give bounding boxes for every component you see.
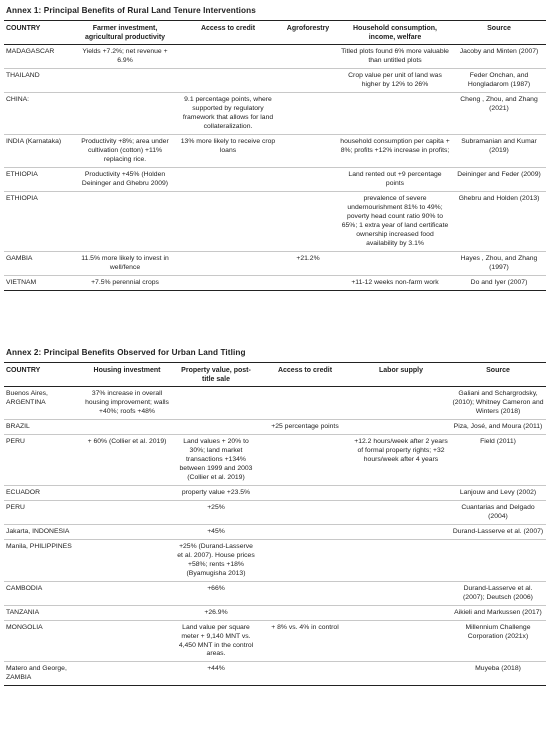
annex1-header-row xyxy=(4,21,546,45)
annex2-title: Annex 2: Principal Benefits Observed for Urban Land Titling xyxy=(6,348,246,357)
country-cell: Matero and George, ZAMBIA xyxy=(4,662,80,686)
column-header: Housing investment xyxy=(80,363,174,387)
country-cell: Manila, PHILIPPINES xyxy=(4,539,80,581)
column-header: COUNTRY xyxy=(4,21,72,45)
column-header: Access to credit xyxy=(258,363,352,387)
country-cell: ECUADOR xyxy=(4,485,80,500)
table-cell xyxy=(72,191,178,251)
table-cell: household consumption per capita + 8%; profits +12% increase in profits; xyxy=(338,134,452,167)
table-cell: +66% xyxy=(174,581,258,605)
table-cell xyxy=(258,581,352,605)
table-cell xyxy=(352,539,450,581)
table-cell: 37% increase in overall housing improvement; walls +40%; roofs +48% xyxy=(80,387,174,420)
table-row xyxy=(4,93,546,135)
table-cell: Ghebru and Holden (2013) xyxy=(452,191,546,251)
annex1-title: Annex 1: Principal Benefits of Rural Land Tenure Interventions xyxy=(6,6,256,15)
table-cell xyxy=(278,93,338,135)
annex2-header-row xyxy=(4,363,546,387)
table-cell xyxy=(178,251,278,275)
table-cell xyxy=(352,420,450,435)
table-cell: Productivity +8%; area under cultivation (cotton) +11% replacing rice. xyxy=(72,134,178,167)
table-cell: Jacoby and Minten (2007) xyxy=(452,45,546,69)
table-cell xyxy=(352,500,450,524)
column-header: Household consumption, income, welfare xyxy=(338,21,452,45)
table-cell xyxy=(258,435,352,486)
table-cell: Field (2011) xyxy=(450,435,546,486)
table-cell xyxy=(278,275,338,290)
table-row xyxy=(4,191,546,251)
table-row xyxy=(4,620,546,662)
table-cell: Hayes , Zhou, and Zhang (1997) xyxy=(452,251,546,275)
table-cell: + 8% vs. 4% in control xyxy=(258,620,352,662)
table-row xyxy=(4,539,546,581)
table-row xyxy=(4,167,546,191)
table-cell xyxy=(258,605,352,620)
table-row xyxy=(4,605,546,620)
table-cell: +21.2% xyxy=(278,251,338,275)
annex1-table xyxy=(4,20,546,291)
table-cell xyxy=(278,45,338,69)
table-cell: +12.2 hours/week after 2 years of formal property rights; +32 hours/week after 4 years xyxy=(352,435,450,486)
table-cell: +11-12 weeks non-farm work xyxy=(338,275,452,290)
table-row xyxy=(4,387,546,420)
table-cell: 11.5% more likely to invest in well/fence xyxy=(72,251,178,275)
table-cell xyxy=(278,191,338,251)
table-cell: Aikieli and Markussen (2017) xyxy=(450,605,546,620)
table-cell: Do and Iyer (2007) xyxy=(452,275,546,290)
table-cell xyxy=(352,662,450,686)
table-cell xyxy=(80,420,174,435)
annex2-table xyxy=(4,362,546,686)
annex1-body xyxy=(4,45,546,290)
table-cell: +44% xyxy=(174,662,258,686)
table-cell xyxy=(178,275,278,290)
table-cell xyxy=(278,167,338,191)
table-cell xyxy=(72,69,178,93)
table-cell xyxy=(352,605,450,620)
table-cell: Cheng , Zhou, and Zhang (2021) xyxy=(452,93,546,135)
table-cell xyxy=(174,420,258,435)
table-row xyxy=(4,420,546,435)
country-cell: VIETNAM xyxy=(4,275,72,290)
table-cell: Productivity +45% (Holden Deininger and Ghebru 2009) xyxy=(72,167,178,191)
country-cell: ETHIOPIA xyxy=(4,167,72,191)
country-cell: GAMBIA xyxy=(4,251,72,275)
table-cell: Piza, José, and Moura (2011) xyxy=(450,420,546,435)
table-cell xyxy=(278,69,338,93)
table-cell: +26.9% xyxy=(174,605,258,620)
table-cell: Titled plots found 6% more valuable than untitled plots xyxy=(338,45,452,69)
table-cell xyxy=(174,387,258,420)
country-cell: TANZANIA xyxy=(4,605,80,620)
country-cell: Jakarta, INDONESIA xyxy=(4,524,80,539)
table-cell xyxy=(178,69,278,93)
table-cell xyxy=(258,500,352,524)
table-cell xyxy=(80,500,174,524)
country-cell: CHINA: xyxy=(4,93,72,135)
country-cell: THAILAND xyxy=(4,69,72,93)
table-cell: Land value per square meter + 9,140 MNT vs. 4,450 MNT in the control areas. xyxy=(174,620,258,662)
table-cell: Deininger and Feder (2009) xyxy=(452,167,546,191)
country-cell: PERU xyxy=(4,435,80,486)
table-row xyxy=(4,275,546,290)
table-cell: +45% xyxy=(174,524,258,539)
table-cell xyxy=(278,134,338,167)
table-cell xyxy=(178,191,278,251)
table-cell: Subramanian and Kumar (2019) xyxy=(452,134,546,167)
country-cell: ETHIOPIA xyxy=(4,191,72,251)
column-header: Agroforestry xyxy=(278,21,338,45)
table-cell: +25 percentage points xyxy=(258,420,352,435)
column-header: Source xyxy=(452,21,546,45)
column-header: Farmer investment, agricultural productivity xyxy=(72,21,178,45)
table-cell: Yields +7.2%; net revenue + 6.9% xyxy=(72,45,178,69)
table-cell xyxy=(352,581,450,605)
table-cell xyxy=(178,45,278,69)
table-cell xyxy=(258,387,352,420)
column-header: Source xyxy=(450,363,546,387)
table-row xyxy=(4,435,546,486)
table-row xyxy=(4,251,546,275)
table-cell: Durand-Lasserve et al. (2007); Deutsch (2006) xyxy=(450,581,546,605)
table-cell xyxy=(258,539,352,581)
country-cell: Buenos Aires, ARGENTINA xyxy=(4,387,80,420)
table-cell: Cuantarias and Delgado (2004) xyxy=(450,500,546,524)
table-row xyxy=(4,524,546,539)
table-cell: +25% (Durand-Lasserve et al. 2007). House prices +58%; rents +18% (Byamugisha 2013) xyxy=(174,539,258,581)
table-cell xyxy=(80,539,174,581)
table-cell xyxy=(80,620,174,662)
table-cell xyxy=(338,93,452,135)
table-cell xyxy=(352,524,450,539)
table-cell: + 60% (Collier et al. 2019) xyxy=(80,435,174,486)
country-cell: PERU xyxy=(4,500,80,524)
country-cell: MONGOLIA xyxy=(4,620,80,662)
table-cell xyxy=(258,485,352,500)
table-cell: Crop value per unit of land was higher by 12% to 26% xyxy=(338,69,452,93)
table-cell: Galiani and Schargrodsky, (2010); Whitney Cameron and Winters (2018) xyxy=(450,387,546,420)
table-cell: 9.1 percentage points, where supported by regulatory framework that allows for land collateralization. xyxy=(178,93,278,135)
column-header: Access to credit xyxy=(178,21,278,45)
table-cell xyxy=(80,485,174,500)
column-header: Property value, post-title sale xyxy=(174,363,258,387)
table-cell xyxy=(80,581,174,605)
table-row xyxy=(4,45,546,69)
table-cell: Lanjouw and Levy (2002) xyxy=(450,485,546,500)
table-cell xyxy=(352,620,450,662)
table-row xyxy=(4,500,546,524)
table-cell xyxy=(80,605,174,620)
table-cell: Millennium Challenge Corporation (2021x) xyxy=(450,620,546,662)
table-cell xyxy=(338,251,452,275)
table-row xyxy=(4,581,546,605)
table-cell: prevalence of severe undernourishment 81% to 49%; poverty head count ratio 90% to 65%; 1 extra year of land certificate ownership increased food availability by 3.1% xyxy=(338,191,452,251)
table-cell xyxy=(258,524,352,539)
country-cell: BRAZIL xyxy=(4,420,80,435)
table-cell xyxy=(72,93,178,135)
table-row xyxy=(4,134,546,167)
table-cell: +25% xyxy=(174,500,258,524)
table-cell: +7.5% perennial crops xyxy=(72,275,178,290)
table-cell: Durand-Lasserve et al. (2007) xyxy=(450,524,546,539)
table-cell xyxy=(352,387,450,420)
column-header: Labor supply xyxy=(352,363,450,387)
table-cell: 13% more likely to receive crop loans xyxy=(178,134,278,167)
table-cell: Land values + 20% to 30%; land market transactions +134% between 1999 and 2003 (Collier et al. 2019) xyxy=(174,435,258,486)
table-row xyxy=(4,662,546,686)
table-cell: Muyeba (2018) xyxy=(450,662,546,686)
table-cell xyxy=(80,524,174,539)
table-cell xyxy=(258,662,352,686)
table-cell xyxy=(352,485,450,500)
table-cell: property value +23.5% xyxy=(174,485,258,500)
country-cell: INDIA (Karnataka) xyxy=(4,134,72,167)
annex2-body xyxy=(4,387,546,686)
table-cell xyxy=(80,662,174,686)
table-row xyxy=(4,69,546,93)
table-cell xyxy=(450,539,546,581)
column-header: COUNTRY xyxy=(4,363,80,387)
table-row xyxy=(4,485,546,500)
table-cell: Land rented out +9 percentage points xyxy=(338,167,452,191)
table-cell xyxy=(178,167,278,191)
country-cell: MADAGASCAR xyxy=(4,45,72,69)
table-cell: Feder Onchan, and Hongladarom (1987) xyxy=(452,69,546,93)
country-cell: CAMBODIA xyxy=(4,581,80,605)
